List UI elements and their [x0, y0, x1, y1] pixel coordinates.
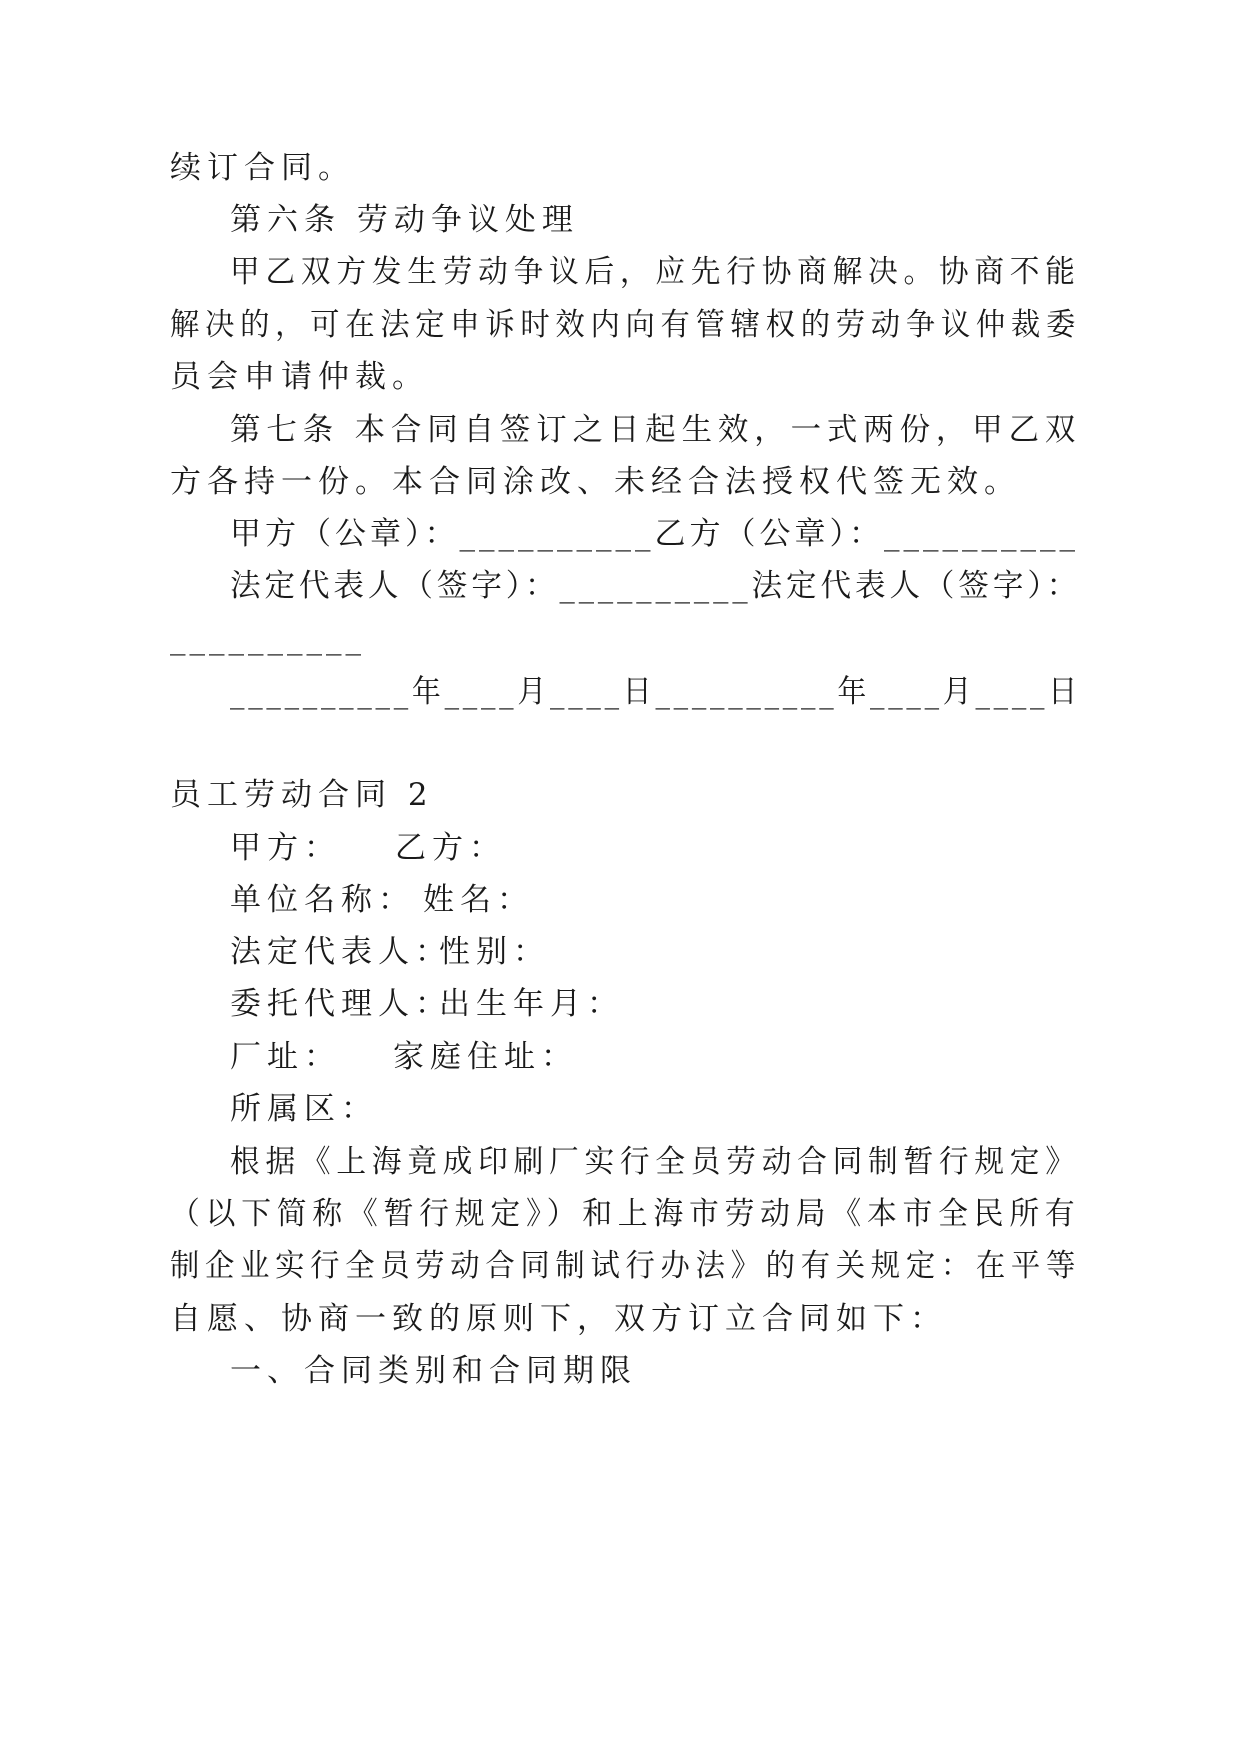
- text-line: 自愿、协商一致的原则下，双方订立合同如下：: [170, 1301, 947, 1337]
- unit-name-label: 单位名称：: [230, 882, 415, 918]
- agent-label: 委托代理人：: [230, 986, 452, 1022]
- party-row: [230, 828, 506, 868]
- date-line: __________年____月____日__________年____月____日: [230, 674, 1081, 710]
- text-line: （以下简称《暂行规定》）和上海市劳动局《本市全民所有: [170, 1196, 1081, 1232]
- party-row: [230, 984, 624, 1024]
- section-heading: 一、合同类别和合同期限: [230, 1353, 637, 1389]
- text-line: 根据《上海竟成印刷厂实行全员劳动合同制暂行规定》: [230, 1144, 1081, 1180]
- text-line: 第七条 本合同自签订之日起生效，一式两份，甲乙双: [230, 412, 1082, 448]
- party-row: [230, 932, 550, 972]
- home-address-label: 家庭住址：: [393, 1039, 578, 1075]
- article-heading: 第六条 劳动争议处理: [230, 202, 579, 238]
- text-line: 续订合同。: [170, 150, 355, 186]
- text-line: 方各持一份。本合同涂改、未经合法授权代签无效。: [170, 464, 1021, 500]
- party-b-label: 乙方：: [395, 830, 506, 866]
- text-line: 员会申请仲裁。: [170, 359, 429, 395]
- section-title: 员工劳动合同 2: [170, 777, 434, 813]
- name-label: 姓名：: [423, 882, 534, 918]
- legal-rep-label: 法定代表人：: [230, 934, 452, 970]
- party-row: [230, 1037, 578, 1077]
- signature-line-seal: 甲方（公章）：__________乙方（公章）：__________: [230, 516, 1079, 552]
- signature-line-representative: 法定代表人（签字）：__________法定代表人（签字）：: [230, 568, 1082, 604]
- factory-address-label: 厂址：: [230, 1039, 341, 1075]
- birth-date-label: 出生年月：: [439, 986, 624, 1022]
- text-line: 甲乙双方发生劳动争议后，应先行协商解决。协商不能: [230, 254, 1081, 290]
- text-line: 解决的，可在法定申诉时效内向有管辖权的劳动争议仲裁委: [170, 307, 1082, 343]
- party-row: [230, 880, 534, 920]
- text-line: 制企业实行全员劳动合同制试行办法》的有关规定：在平等: [170, 1248, 1082, 1284]
- signature-blank: __________: [170, 620, 365, 656]
- gender-label: 性别：: [439, 934, 550, 970]
- district-label: 所属区：: [230, 1091, 378, 1127]
- party-a-label: 甲方：: [230, 830, 341, 866]
